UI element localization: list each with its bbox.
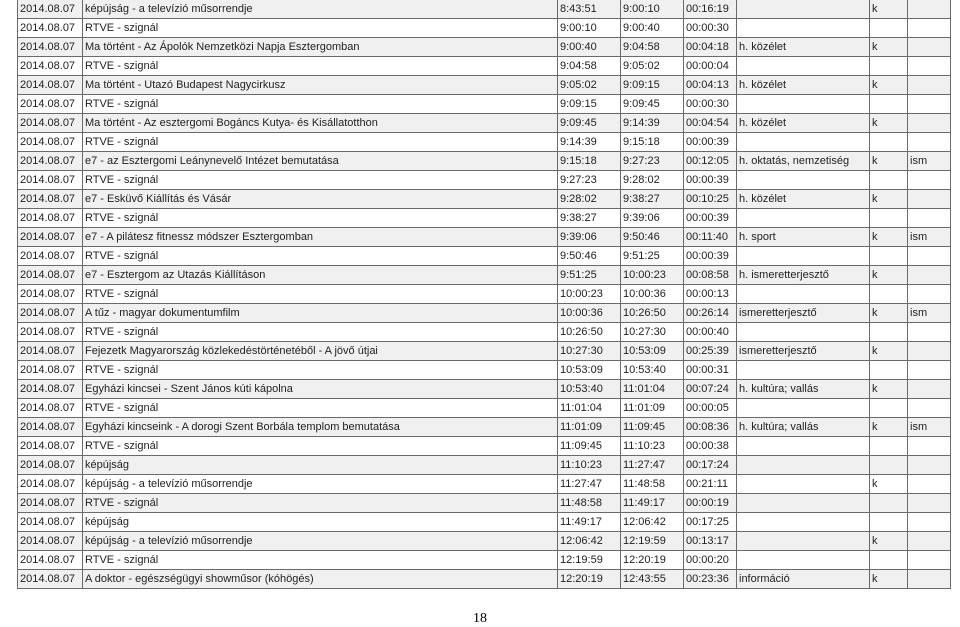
duration-cell: 00:08:36 bbox=[684, 418, 737, 437]
start-time-cell: 11:27:47 bbox=[558, 475, 621, 494]
start-time-cell: 12:19:59 bbox=[558, 551, 621, 570]
k-flag-cell bbox=[870, 437, 908, 456]
table-row bbox=[18, 532, 951, 551]
table-row bbox=[18, 190, 951, 209]
date-cell: 2014.08.07 bbox=[18, 342, 83, 361]
ism-flag-cell bbox=[908, 380, 951, 399]
k-flag-cell: k bbox=[870, 380, 908, 399]
page-number: 18 bbox=[473, 611, 487, 626]
title-cell: RTVE - szignál bbox=[83, 171, 558, 190]
start-time-cell: 10:00:23 bbox=[558, 285, 621, 304]
date-cell: 2014.08.07 bbox=[18, 551, 83, 570]
genre-cell bbox=[737, 361, 870, 380]
end-time-cell: 12:43:55 bbox=[621, 570, 684, 589]
start-time-cell: 9:09:45 bbox=[558, 114, 621, 133]
end-time-cell: 11:27:47 bbox=[621, 456, 684, 475]
table-row bbox=[18, 76, 951, 95]
ism-flag-cell bbox=[908, 19, 951, 38]
duration-cell: 00:17:25 bbox=[684, 513, 737, 532]
end-time-cell: 9:05:02 bbox=[621, 57, 684, 76]
title-cell: RTVE - szignál bbox=[83, 19, 558, 38]
start-time-cell: 12:06:42 bbox=[558, 532, 621, 551]
ism-flag-cell bbox=[908, 475, 951, 494]
date-cell: 2014.08.07 bbox=[18, 114, 83, 133]
end-time-cell: 11:01:09 bbox=[621, 399, 684, 418]
duration-cell: 00:00:39 bbox=[684, 133, 737, 152]
table-row bbox=[18, 228, 951, 247]
table-row bbox=[18, 19, 951, 38]
start-time-cell: 9:51:25 bbox=[558, 266, 621, 285]
ism-flag-cell bbox=[908, 57, 951, 76]
duration-cell: 00:00:38 bbox=[684, 437, 737, 456]
table-row bbox=[18, 361, 951, 380]
end-time-cell: 10:00:36 bbox=[621, 285, 684, 304]
date-cell: 2014.08.07 bbox=[18, 323, 83, 342]
table-row bbox=[18, 456, 951, 475]
k-flag-cell bbox=[870, 456, 908, 475]
ism-flag-cell bbox=[908, 133, 951, 152]
duration-cell: 00:16:19 bbox=[684, 0, 737, 19]
k-flag-cell bbox=[870, 95, 908, 114]
k-flag-cell: k bbox=[870, 228, 908, 247]
duration-cell: 00:00:39 bbox=[684, 247, 737, 266]
title-cell: képújság bbox=[83, 513, 558, 532]
k-flag-cell bbox=[870, 285, 908, 304]
k-flag-cell: k bbox=[870, 0, 908, 19]
genre-cell: h. ismeretterjesztő bbox=[737, 266, 870, 285]
ism-flag-cell bbox=[908, 171, 951, 190]
genre-cell: h. közélet bbox=[737, 38, 870, 57]
table-row bbox=[18, 551, 951, 570]
table-row bbox=[18, 95, 951, 114]
end-time-cell: 9:09:15 bbox=[621, 76, 684, 95]
k-flag-cell: k bbox=[870, 342, 908, 361]
schedule-table bbox=[17, 0, 951, 589]
duration-cell: 00:11:40 bbox=[684, 228, 737, 247]
date-cell: 2014.08.07 bbox=[18, 285, 83, 304]
k-flag-cell: k bbox=[870, 114, 908, 133]
duration-cell: 00:04:54 bbox=[684, 114, 737, 133]
title-cell: RTVE - szignál bbox=[83, 494, 558, 513]
duration-cell: 00:08:58 bbox=[684, 266, 737, 285]
ism-flag-cell bbox=[908, 513, 951, 532]
ism-flag-cell bbox=[908, 209, 951, 228]
k-flag-cell bbox=[870, 494, 908, 513]
start-time-cell: 9:05:02 bbox=[558, 76, 621, 95]
end-time-cell: 9:14:39 bbox=[621, 114, 684, 133]
ism-flag-cell bbox=[908, 551, 951, 570]
date-cell: 2014.08.07 bbox=[18, 513, 83, 532]
end-time-cell: 9:04:58 bbox=[621, 38, 684, 57]
genre-cell: h. sport bbox=[737, 228, 870, 247]
start-time-cell: 9:39:06 bbox=[558, 228, 621, 247]
k-flag-cell bbox=[870, 323, 908, 342]
ism-flag-cell: ism bbox=[908, 304, 951, 323]
date-cell: 2014.08.07 bbox=[18, 95, 83, 114]
end-time-cell: 11:09:45 bbox=[621, 418, 684, 437]
ism-flag-cell bbox=[908, 437, 951, 456]
date-cell: 2014.08.07 bbox=[18, 361, 83, 380]
title-cell: Egyházi kincsei - Szent János kúti kápolna bbox=[83, 380, 558, 399]
table-row bbox=[18, 57, 951, 76]
k-flag-cell: k bbox=[870, 570, 908, 589]
duration-cell: 00:21:11 bbox=[684, 475, 737, 494]
date-cell: 2014.08.07 bbox=[18, 190, 83, 209]
k-flag-cell bbox=[870, 399, 908, 418]
end-time-cell: 9:28:02 bbox=[621, 171, 684, 190]
date-cell: 2014.08.07 bbox=[18, 171, 83, 190]
duration-cell: 00:00:19 bbox=[684, 494, 737, 513]
duration-cell: 00:00:31 bbox=[684, 361, 737, 380]
duration-cell: 00:00:40 bbox=[684, 323, 737, 342]
table-row bbox=[18, 152, 951, 171]
k-flag-cell bbox=[870, 133, 908, 152]
ism-flag-cell bbox=[908, 247, 951, 266]
genre-cell bbox=[737, 171, 870, 190]
table-row bbox=[18, 437, 951, 456]
genre-cell bbox=[737, 456, 870, 475]
k-flag-cell bbox=[870, 513, 908, 532]
date-cell: 2014.08.07 bbox=[18, 38, 83, 57]
genre-cell bbox=[737, 494, 870, 513]
k-flag-cell: k bbox=[870, 266, 908, 285]
ism-flag-cell bbox=[908, 323, 951, 342]
duration-cell: 00:12:05 bbox=[684, 152, 737, 171]
duration-cell: 00:23:36 bbox=[684, 570, 737, 589]
genre-cell: h. közélet bbox=[737, 76, 870, 95]
date-cell: 2014.08.07 bbox=[18, 133, 83, 152]
ism-flag-cell bbox=[908, 95, 951, 114]
date-cell: 2014.08.07 bbox=[18, 304, 83, 323]
start-time-cell: 11:48:58 bbox=[558, 494, 621, 513]
start-time-cell: 10:53:40 bbox=[558, 380, 621, 399]
table-row bbox=[18, 247, 951, 266]
start-time-cell: 9:28:02 bbox=[558, 190, 621, 209]
table-row bbox=[18, 513, 951, 532]
title-cell: Ma történt - Utazó Budapest Nagycirkusz bbox=[83, 76, 558, 95]
title-cell: képújság - a televízió műsorrendje bbox=[83, 475, 558, 494]
title-cell: A tűz - magyar dokumentumfilm bbox=[83, 304, 558, 323]
end-time-cell: 9:15:18 bbox=[621, 133, 684, 152]
end-time-cell: 12:19:59 bbox=[621, 532, 684, 551]
start-time-cell: 9:14:39 bbox=[558, 133, 621, 152]
date-cell: 2014.08.07 bbox=[18, 266, 83, 285]
ism-flag-cell bbox=[908, 532, 951, 551]
end-time-cell: 10:53:09 bbox=[621, 342, 684, 361]
ism-flag-cell bbox=[908, 266, 951, 285]
k-flag-cell bbox=[870, 361, 908, 380]
duration-cell: 00:00:39 bbox=[684, 209, 737, 228]
genre-cell bbox=[737, 209, 870, 228]
start-time-cell: 10:27:30 bbox=[558, 342, 621, 361]
k-flag-cell: k bbox=[870, 532, 908, 551]
genre-cell: információ bbox=[737, 570, 870, 589]
end-time-cell: 10:26:50 bbox=[621, 304, 684, 323]
end-time-cell: 11:10:23 bbox=[621, 437, 684, 456]
date-cell: 2014.08.07 bbox=[18, 399, 83, 418]
k-flag-cell bbox=[870, 19, 908, 38]
end-time-cell: 11:48:58 bbox=[621, 475, 684, 494]
table-row bbox=[18, 171, 951, 190]
title-cell: RTVE - szignál bbox=[83, 323, 558, 342]
start-time-cell: 12:20:19 bbox=[558, 570, 621, 589]
start-time-cell: 9:04:58 bbox=[558, 57, 621, 76]
date-cell: 2014.08.07 bbox=[18, 494, 83, 513]
genre-cell: h. kultúra; vallás bbox=[737, 380, 870, 399]
ism-flag-cell bbox=[908, 494, 951, 513]
date-cell: 2014.08.07 bbox=[18, 57, 83, 76]
start-time-cell: 10:26:50 bbox=[558, 323, 621, 342]
start-time-cell: 9:38:27 bbox=[558, 209, 621, 228]
k-flag-cell bbox=[870, 209, 908, 228]
title-cell: RTVE - szignál bbox=[83, 437, 558, 456]
k-flag-cell: k bbox=[870, 152, 908, 171]
start-time-cell: 11:01:04 bbox=[558, 399, 621, 418]
duration-cell: 00:04:18 bbox=[684, 38, 737, 57]
table-row bbox=[18, 133, 951, 152]
genre-cell bbox=[737, 0, 870, 19]
genre-cell bbox=[737, 437, 870, 456]
start-time-cell: 11:49:17 bbox=[558, 513, 621, 532]
date-cell: 2014.08.07 bbox=[18, 228, 83, 247]
ism-flag-cell: ism bbox=[908, 418, 951, 437]
end-time-cell: 9:51:25 bbox=[621, 247, 684, 266]
genre-cell: ismeretterjesztő bbox=[737, 342, 870, 361]
title-cell: RTVE - szignál bbox=[83, 551, 558, 570]
table-row bbox=[18, 494, 951, 513]
genre-cell bbox=[737, 532, 870, 551]
genre-cell: ismeretterjesztő bbox=[737, 304, 870, 323]
genre-cell bbox=[737, 513, 870, 532]
duration-cell: 00:00:04 bbox=[684, 57, 737, 76]
table-row bbox=[18, 304, 951, 323]
end-time-cell: 9:38:27 bbox=[621, 190, 684, 209]
genre-cell: h. oktatás, nemzetiség bbox=[737, 152, 870, 171]
genre-cell bbox=[737, 247, 870, 266]
title-cell: e7 - Esküvő Kiállítás és Vásár bbox=[83, 190, 558, 209]
k-flag-cell bbox=[870, 57, 908, 76]
date-cell: 2014.08.07 bbox=[18, 570, 83, 589]
start-time-cell: 9:00:10 bbox=[558, 19, 621, 38]
table-row bbox=[18, 342, 951, 361]
start-time-cell: 9:50:46 bbox=[558, 247, 621, 266]
title-cell: RTVE - szignál bbox=[83, 285, 558, 304]
start-time-cell: 11:09:45 bbox=[558, 437, 621, 456]
end-time-cell: 11:49:17 bbox=[621, 494, 684, 513]
end-time-cell: 12:06:42 bbox=[621, 513, 684, 532]
ism-flag-cell bbox=[908, 399, 951, 418]
table-row bbox=[18, 266, 951, 285]
ism-flag-cell bbox=[908, 38, 951, 57]
date-cell: 2014.08.07 bbox=[18, 532, 83, 551]
k-flag-cell bbox=[870, 551, 908, 570]
title-cell: RTVE - szignál bbox=[83, 209, 558, 228]
table-row bbox=[18, 380, 951, 399]
end-time-cell: 11:01:04 bbox=[621, 380, 684, 399]
genre-cell bbox=[737, 323, 870, 342]
date-cell: 2014.08.07 bbox=[18, 152, 83, 171]
k-flag-cell bbox=[870, 171, 908, 190]
duration-cell: 00:04:13 bbox=[684, 76, 737, 95]
genre-cell bbox=[737, 399, 870, 418]
date-cell: 2014.08.07 bbox=[18, 380, 83, 399]
end-time-cell: 9:00:10 bbox=[621, 0, 684, 19]
end-time-cell: 12:20:19 bbox=[621, 551, 684, 570]
date-cell: 2014.08.07 bbox=[18, 456, 83, 475]
table-row bbox=[18, 0, 951, 19]
date-cell: 2014.08.07 bbox=[18, 437, 83, 456]
duration-cell: 00:17:24 bbox=[684, 456, 737, 475]
table-row bbox=[18, 418, 951, 437]
genre-cell bbox=[737, 95, 870, 114]
genre-cell bbox=[737, 133, 870, 152]
title-cell: e7 - A pilátesz fitnessz módszer Esztergomban bbox=[83, 228, 558, 247]
k-flag-cell bbox=[870, 247, 908, 266]
ism-flag-cell bbox=[908, 570, 951, 589]
genre-cell: h. közélet bbox=[737, 190, 870, 209]
ism-flag-cell bbox=[908, 342, 951, 361]
title-cell: RTVE - szignál bbox=[83, 247, 558, 266]
title-cell: Ma történt - Az Ápolók Nemzetközi Napja Esztergomban bbox=[83, 38, 558, 57]
title-cell: RTVE - szignál bbox=[83, 95, 558, 114]
table-row bbox=[18, 399, 951, 418]
date-cell: 2014.08.07 bbox=[18, 418, 83, 437]
ism-flag-cell bbox=[908, 76, 951, 95]
title-cell: e7 - az Esztergomi Leánynevelő Intézet bemutatása bbox=[83, 152, 558, 171]
duration-cell: 00:25:39 bbox=[684, 342, 737, 361]
table-row bbox=[18, 38, 951, 57]
title-cell: RTVE - szignál bbox=[83, 133, 558, 152]
table-row bbox=[18, 285, 951, 304]
genre-cell: h. kultúra; vallás bbox=[737, 418, 870, 437]
end-time-cell: 10:53:40 bbox=[621, 361, 684, 380]
genre-cell bbox=[737, 551, 870, 570]
ism-flag-cell bbox=[908, 0, 951, 19]
end-time-cell: 9:27:23 bbox=[621, 152, 684, 171]
title-cell: e7 - Esztergom az Utazás Kiállításon bbox=[83, 266, 558, 285]
start-time-cell: 10:53:09 bbox=[558, 361, 621, 380]
k-flag-cell: k bbox=[870, 304, 908, 323]
date-cell: 2014.08.07 bbox=[18, 209, 83, 228]
title-cell: RTVE - szignál bbox=[83, 399, 558, 418]
genre-cell bbox=[737, 285, 870, 304]
start-time-cell: 8:43:51 bbox=[558, 0, 621, 19]
start-time-cell: 9:27:23 bbox=[558, 171, 621, 190]
genre-cell: h. közélet bbox=[737, 114, 870, 133]
ism-flag-cell bbox=[908, 456, 951, 475]
start-time-cell: 11:01:09 bbox=[558, 418, 621, 437]
start-time-cell: 9:00:40 bbox=[558, 38, 621, 57]
k-flag-cell: k bbox=[870, 76, 908, 95]
end-time-cell: 9:50:46 bbox=[621, 228, 684, 247]
title-cell: képújság - a televízió műsorrendje bbox=[83, 0, 558, 19]
genre-cell bbox=[737, 475, 870, 494]
duration-cell: 00:13:17 bbox=[684, 532, 737, 551]
k-flag-cell: k bbox=[870, 475, 908, 494]
duration-cell: 00:07:24 bbox=[684, 380, 737, 399]
duration-cell: 00:10:25 bbox=[684, 190, 737, 209]
duration-cell: 00:00:39 bbox=[684, 171, 737, 190]
ism-flag-cell bbox=[908, 361, 951, 380]
end-time-cell: 10:27:30 bbox=[621, 323, 684, 342]
date-cell: 2014.08.07 bbox=[18, 76, 83, 95]
start-time-cell: 10:00:36 bbox=[558, 304, 621, 323]
duration-cell: 00:00:13 bbox=[684, 285, 737, 304]
k-flag-cell: k bbox=[870, 418, 908, 437]
duration-cell: 00:00:30 bbox=[684, 95, 737, 114]
title-cell: RTVE - szignál bbox=[83, 57, 558, 76]
start-time-cell: 9:09:15 bbox=[558, 95, 621, 114]
title-cell: Egyházi kincseink - A dorogi Szent Borbála templom bemutatása bbox=[83, 418, 558, 437]
schedule-body bbox=[18, 0, 951, 589]
duration-cell: 00:00:30 bbox=[684, 19, 737, 38]
end-time-cell: 10:00:23 bbox=[621, 266, 684, 285]
duration-cell: 00:26:14 bbox=[684, 304, 737, 323]
title-cell: A doktor - egészségügyi showműsor (kóhögés) bbox=[83, 570, 558, 589]
title-cell: RTVE - szignál bbox=[83, 361, 558, 380]
date-cell: 2014.08.07 bbox=[18, 475, 83, 494]
ism-flag-cell bbox=[908, 285, 951, 304]
table-row bbox=[18, 114, 951, 133]
genre-cell bbox=[737, 57, 870, 76]
title-cell: Ma történt - Az esztergomi Bogáncs Kutya- és Kisállatotthon bbox=[83, 114, 558, 133]
title-cell: képújság bbox=[83, 456, 558, 475]
ism-flag-cell: ism bbox=[908, 228, 951, 247]
table-row bbox=[18, 475, 951, 494]
ism-flag-cell bbox=[908, 190, 951, 209]
title-cell: Fejezetk Magyarország közlekedéstörténetéből - A jövő útjai bbox=[83, 342, 558, 361]
date-cell: 2014.08.07 bbox=[18, 0, 83, 19]
date-cell: 2014.08.07 bbox=[18, 247, 83, 266]
table-row bbox=[18, 570, 951, 589]
end-time-cell: 9:09:45 bbox=[621, 95, 684, 114]
start-time-cell: 11:10:23 bbox=[558, 456, 621, 475]
ism-flag-cell: ism bbox=[908, 152, 951, 171]
k-flag-cell: k bbox=[870, 38, 908, 57]
duration-cell: 00:00:20 bbox=[684, 551, 737, 570]
genre-cell bbox=[737, 19, 870, 38]
end-time-cell: 9:39:06 bbox=[621, 209, 684, 228]
table-row bbox=[18, 323, 951, 342]
k-flag-cell: k bbox=[870, 190, 908, 209]
title-cell: képújság - a televízió műsorrendje bbox=[83, 532, 558, 551]
end-time-cell: 9:00:40 bbox=[621, 19, 684, 38]
date-cell: 2014.08.07 bbox=[18, 19, 83, 38]
ism-flag-cell bbox=[908, 114, 951, 133]
duration-cell: 00:00:05 bbox=[684, 399, 737, 418]
start-time-cell: 9:15:18 bbox=[558, 152, 621, 171]
table-row bbox=[18, 209, 951, 228]
